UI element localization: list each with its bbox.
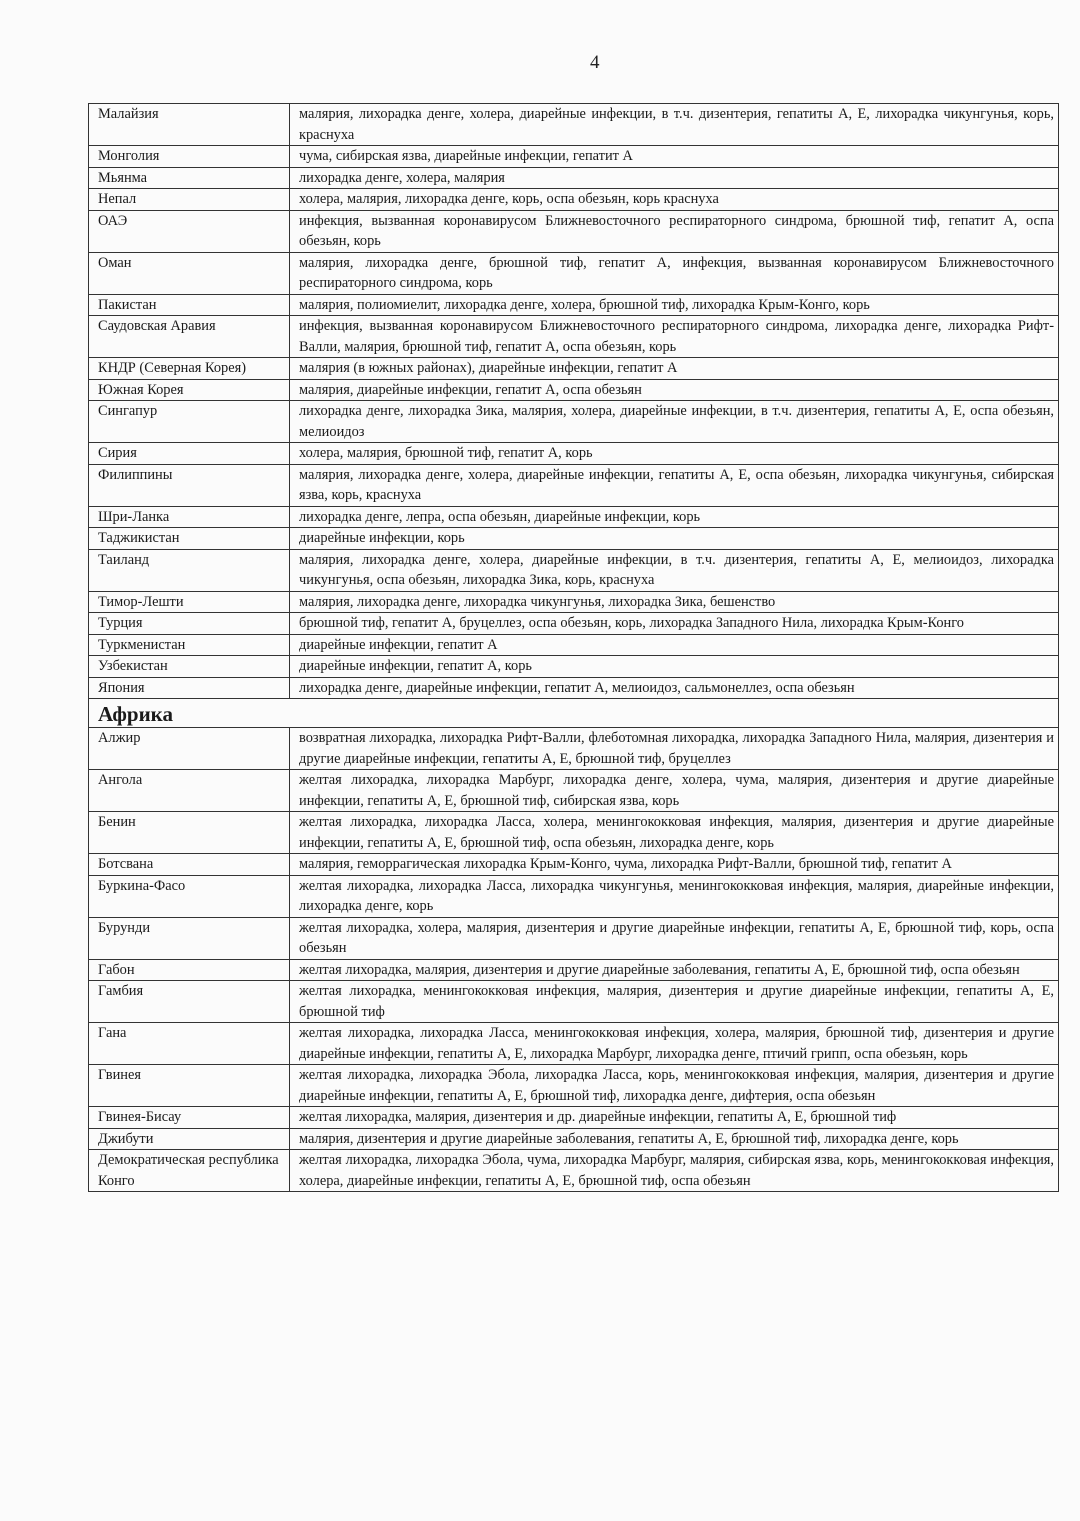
diseases-cell: желтая лихорадка, лихорадка Ласса, холера, менингококковая инфекция, малярия, дизентерия и другие диарейные инфекции, гепатиты А, Е, брюшной тиф, оспа обезьян, лихорадка денге, корь [290,812,1059,854]
table-row [89,917,1059,959]
country-cell: Мьянма [89,167,290,189]
table-row [89,656,1059,678]
diseases-cell: малярия, лихорадка денге, холера, диарейные инфекции, гепатиты А, Е, оспа обезьян, лихорадка чикунгунья, сибирская язва, корь, краснуха [290,464,1059,506]
diseases-cell: желтая лихорадка, лихорадка Марбург, лихорадка денге, холера, чума, малярия, дизентерия и другие диарейные инфекции, гепатиты А, Е, брюшной тиф, сибирская язва, корь [290,770,1059,812]
country-cell: Гвинея [89,1065,290,1107]
table-row [89,854,1059,876]
country-cell: КНДР (Северная Корея) [89,358,290,380]
diseases-cell: желтая лихорадка, лихорадка Ласса, лихорадка чикунгунья, менингококковая инфекция, малярия, диарейные инфекции, лихорадка денге, корь [290,875,1059,917]
diseases-cell: желтая лихорадка, лихорадка Эбола, чума, лихорадка Марбург, малярия, сибирская язва, корь, менингококковая инфекция, холера, диарейные инфекции, гепатиты А, Е, брюшной тиф, оспа обезьян [290,1150,1059,1192]
asia-section [89,104,1059,699]
country-cell: Непал [89,189,290,211]
country-cell: Демократическая республика Конго [89,1150,290,1192]
table-row [89,210,1059,252]
country-cell: Ботсвана [89,854,290,876]
table-row [89,358,1059,380]
country-cell: Турция [89,613,290,635]
table-row [89,146,1059,168]
table-row [89,1023,1059,1065]
country-cell: Тимор-Лешти [89,591,290,613]
diseases-cell: холера, малярия, брюшной тиф, гепатит А, корь [290,443,1059,465]
country-cell: Южная Корея [89,379,290,401]
table-row [89,401,1059,443]
section-heading-row [89,699,1059,728]
table-row [89,1065,1059,1107]
diseases-cell: малярия, полиомиелит, лихорадка денге, холера, брюшной тиф, лихорадка Крым-Конго, корь [290,294,1059,316]
disease-table [88,103,1059,1192]
diseases-cell: малярия, дизентерия и другие диарейные заболевания, гепатиты А, Е, брюшной тиф, лихорадка денге, корь [290,1128,1059,1150]
country-cell: Бурунди [89,917,290,959]
diseases-cell: малярия, лихорадка денге, холера, диарейные инфекции, в т.ч. дизентерия, гепатиты А, Е, мелиоидоз, лихорадка чикунгунья, оспа обезьян, лихорадка Зика, корь, краснуха [290,549,1059,591]
diseases-cell: диарейные инфекции, корь [290,528,1059,550]
country-cell: Туркменистан [89,634,290,656]
country-cell: Филиппины [89,464,290,506]
country-cell: Ангола [89,770,290,812]
country-cell: Монголия [89,146,290,168]
diseases-cell: брюшной тиф, гепатит А, бруцеллез, оспа обезьян, корь, лихорадка Западного Нила, лихорадка Крым-Конго [290,613,1059,635]
table-row [89,379,1059,401]
africa-heading-section [89,699,1059,728]
diseases-cell: малярия, диарейные инфекции, гепатит А, оспа обезьян [290,379,1059,401]
section-heading-blank [290,699,1059,728]
africa-section [89,728,1059,1192]
diseases-cell: малярия, лихорадка денге, лихорадка чикунгунья, лихорадка Зика, бешенство [290,591,1059,613]
diseases-cell: желтая лихорадка, менингококковая инфекция, малярия, дизентерия и другие диарейные инфекции, гепатиты А, Е, брюшной тиф [290,981,1059,1023]
diseases-cell: желтая лихорадка, холера, малярия, дизентерия и другие диарейные инфекции, гепатиты А, Е, брюшной тиф, корь, оспа обезьян [290,917,1059,959]
country-cell: ОАЭ [89,210,290,252]
diseases-cell: возвратная лихорадка, лихорадка Рифт-Валли, флеботомная лихорадка, лихорадка Западного Нила, малярия, дизентерия и другие диарейные инфекции, гепатиты А, Е, брюшной тиф, бруцеллез [290,728,1059,770]
table-row [89,981,1059,1023]
diseases-cell: малярия (в южных районах), диарейные инфекции, гепатит А [290,358,1059,380]
table-row [89,591,1059,613]
country-cell: Таджикистан [89,528,290,550]
table-row [89,613,1059,635]
table-row [89,770,1059,812]
diseases-cell: желтая лихорадка, малярия, дизентерия и другие диарейные заболевания, гепатиты А, Е, брюшной тиф, оспа обезьян [290,959,1059,981]
diseases-cell: диарейные инфекции, гепатит А [290,634,1059,656]
diseases-cell: диарейные инфекции, гепатит А, корь [290,656,1059,678]
table-row [89,167,1059,189]
diseases-cell: лихорадка денге, холера, малярия [290,167,1059,189]
country-cell: Пакистан [89,294,290,316]
country-cell: Буркина-Фасо [89,875,290,917]
country-cell: Сирия [89,443,290,465]
diseases-cell: холера, малярия, лихорадка денге, корь, оспа обезьян, корь краснуха [290,189,1059,211]
country-cell: Малайзия [89,104,290,146]
diseases-cell: малярия, лихорадка денге, брюшной тиф, гепатит А, инфекция, вызванная коронавирусом Ближневосточного респираторного синдрома, корь [290,252,1059,294]
table-row [89,443,1059,465]
table-row [89,506,1059,528]
country-cell: Япония [89,677,290,699]
diseases-cell: желтая лихорадка, лихорадка Эбола, лихорадка Ласса, корь, менингококковая инфекция, малярия, дизентерия и другие диарейные инфекции, гепатиты А, Е, брюшной тиф, лихорадка денге, дифтерия, оспа обезьян [290,1065,1059,1107]
table-row [89,549,1059,591]
table-row [89,728,1059,770]
table-row [89,1107,1059,1129]
country-cell: Таиланд [89,549,290,591]
table-row [89,677,1059,699]
diseases-cell: лихорадка денге, лепра, оспа обезьян, диарейные инфекции, корь [290,506,1059,528]
country-cell: Узбекистан [89,656,290,678]
diseases-cell: малярия, лихорадка денге, холера, диарейные инфекции, в т.ч. дизентерия, гепатиты А, Е, лихорадка чикунгунья, корь, краснуха [290,104,1059,146]
country-cell: Бенин [89,812,290,854]
diseases-cell: лихорадка денге, диарейные инфекции, гепатит А, мелиоидоз, сальмонеллез, оспа обезьян [290,677,1059,699]
table-row [89,464,1059,506]
country-cell: Гана [89,1023,290,1065]
table-row [89,812,1059,854]
diseases-cell: инфекция, вызванная коронавирусом Ближневосточного респираторного синдрома, лихорадка денге, лихорадка Рифт-Валли, малярия, брюшной тиф, гепатит А, оспа обезьян, корь [290,316,1059,358]
country-cell: Сингапур [89,401,290,443]
diseases-cell: малярия, геморрагическая лихорадка Крым-Конго, чума, лихорадка Рифт-Валли, брюшной тиф, гепатит А [290,854,1059,876]
table-row [89,1128,1059,1150]
table-row [89,875,1059,917]
diseases-cell: чума, сибирская язва, диарейные инфекции, гепатит А [290,146,1059,168]
table-row [89,959,1059,981]
section-heading: Африка [89,699,290,728]
country-cell: Джибути [89,1128,290,1150]
table-row [89,252,1059,294]
country-cell: Шри-Ланка [89,506,290,528]
diseases-cell: желтая лихорадка, малярия, дизентерия и др. диарейные инфекции, гепатиты А, Е, брюшной тиф [290,1107,1059,1129]
diseases-cell: инфекция, вызванная коронавирусом Ближневосточного респираторного синдрома, брюшной тиф, гепатит А, оспа обезьян, корь [290,210,1059,252]
table-row [89,634,1059,656]
country-cell: Оман [89,252,290,294]
country-cell: Алжир [89,728,290,770]
table-row [89,189,1059,211]
table-row [89,528,1059,550]
country-cell: Гвинея-Бисау [89,1107,290,1129]
country-cell: Гамбия [89,981,290,1023]
country-cell: Габон [89,959,290,981]
table-row [89,316,1059,358]
diseases-cell: лихорадка денге, лихорадка Зика, малярия, холера, диарейные инфекции, в т.ч. дизентерия, гепатиты А, Е, оспа обезьян, мелиоидоз [290,401,1059,443]
page-number: 4 [590,52,600,73]
country-cell: Саудовская Аравия [89,316,290,358]
table-row [89,294,1059,316]
diseases-cell: желтая лихорадка, лихорадка Ласса, менингококковая инфекция, холера, малярия, брюшной тиф, дизентерия и другие диарейные инфекции, гепатиты А, Е, лихорадка Марбург, лихорадка денге, птичий грипп, оспа обезьян, корь [290,1023,1059,1065]
table-row [89,104,1059,146]
table-row [89,1150,1059,1192]
